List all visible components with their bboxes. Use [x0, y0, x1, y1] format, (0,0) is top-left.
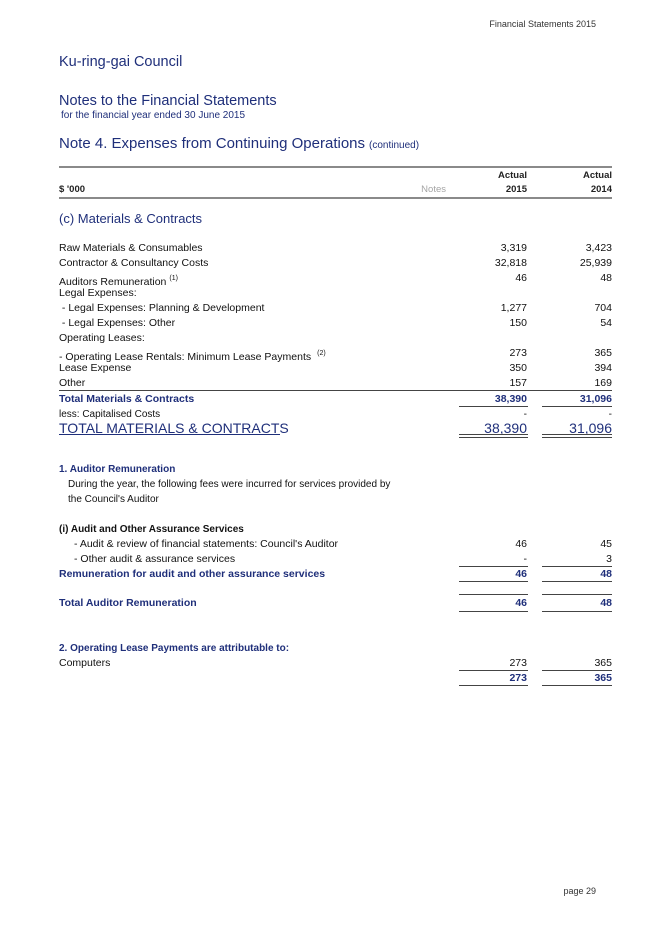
table-row: [0, 271, 656, 286]
row-value-2015: 273: [509, 347, 527, 359]
row-value-2015: 150: [509, 317, 527, 329]
auditor-total-rule-2014: [542, 594, 612, 595]
header-document-title: Financial Statements 2015: [489, 19, 596, 29]
total-materials-label: Total Materials & Contracts: [59, 393, 195, 405]
row-value-2014: 704: [594, 302, 612, 314]
grand-total-rule-2014-a: [542, 434, 612, 435]
less-capitalised-label: less: Capitalised Costs: [59, 409, 161, 420]
lease-total-2015: 273: [509, 672, 527, 684]
grand-total-2015: 38,390: [484, 420, 527, 436]
row-value-2014: 365: [594, 657, 612, 669]
header-rule-bottom: [59, 197, 612, 199]
row-label: - Other audit & assurance services: [74, 553, 236, 565]
table-row: [0, 301, 656, 316]
row-value-2015: 273: [509, 657, 527, 669]
row-label: Operating Leases:: [59, 332, 145, 344]
col-2014-year: 2014: [590, 184, 612, 195]
footnote-ref: (1): [169, 275, 178, 282]
table-row: [0, 286, 656, 301]
row-value-2015: -: [523, 553, 527, 565]
col-2014-label: Actual: [582, 170, 612, 181]
row-label: Other: [59, 377, 86, 389]
table-row: [0, 241, 656, 256]
row-value-2014: 54: [600, 317, 612, 329]
audit-subtotal-2014: 48: [600, 568, 612, 580]
note-continued: (continued): [369, 140, 420, 151]
table-row: [0, 256, 656, 271]
row-label: - Legal Expenses: Planning & Development: [59, 302, 265, 314]
grand-total-2014: 31,096: [569, 420, 612, 436]
col-2015-year: 2015: [505, 184, 527, 195]
subtotal-rule: [59, 390, 612, 391]
row-value-2014: 45: [600, 538, 612, 550]
audit-subtotal-under-2014: [542, 581, 612, 582]
notes-subtitle: for the financial year ended 30 June 2015: [61, 110, 246, 121]
table-row: [0, 361, 656, 376]
row-value-2014: 25,939: [579, 257, 612, 269]
total-materials-row: [0, 392, 656, 407]
row-value-2015: 46: [515, 538, 527, 550]
note-title: [59, 135, 419, 152]
auditor-heading: 1. Auditor Remuneration: [59, 464, 176, 475]
grand-total-rule-2015-a: [459, 434, 528, 435]
row-value-2015: 157: [509, 377, 527, 389]
row-value-2014: 3,423: [585, 242, 612, 254]
auditor-total-2015: 46: [515, 597, 527, 609]
lease-total-2014: 365: [594, 672, 612, 684]
less-capitalised-2014: -: [608, 409, 612, 420]
notes-column-label: Notes: [421, 184, 446, 195]
row-value-2015: 46: [515, 272, 527, 284]
auditor-total-row: [0, 596, 656, 611]
lease-total-under-2015: [459, 685, 528, 686]
row-value-2014: 394: [594, 362, 612, 374]
row-value-2015: 3,319: [500, 242, 527, 254]
audit-subtotal-under-2015: [459, 581, 528, 582]
row-value-2015: 32,818: [494, 257, 527, 269]
auditor-total-label: Total Auditor Remuneration: [59, 597, 197, 609]
row-label: - Operating Lease Rentals: Minimum Lease Payments $^{(2)}$: [59, 350, 326, 363]
row-value-2014: 48: [600, 272, 612, 284]
table-row: [0, 376, 656, 391]
grand-total-rule-2014-b: [542, 437, 612, 438]
grand-total-label: TOTAL MATERIALS & CONTRACTS: [59, 420, 289, 436]
col-2015-label: Actual: [497, 170, 527, 181]
notes-title: Notes to the Financial Statements: [59, 93, 277, 109]
total-materials-2015: 38,390: [494, 393, 527, 405]
note-title-text: Note 4. Expenses from Continuing Operations: [59, 135, 365, 152]
grand-total-rule-2015-b: [459, 437, 528, 438]
table-row: [0, 346, 656, 361]
page-number: page 29: [563, 886, 596, 896]
unit-label: $ '000: [59, 184, 86, 195]
audit-services-heading: (i) Audit and Other Assurance Services: [59, 524, 244, 535]
row-value-2014: 365: [594, 347, 612, 359]
council-name: Ku-ring-gai Council: [59, 54, 183, 70]
audit-subtotal-2015: 46: [515, 568, 527, 580]
total-materials-2014: 31,096: [579, 393, 612, 405]
row-label: Auditors Remuneration $^{(1)}$: [59, 275, 178, 288]
auditor-total-under-2014: [542, 611, 612, 612]
lease-heading: 2. Operating Lease Payments are attributable to:: [59, 643, 290, 654]
audit-subtotal-label: Remuneration for audit and other assurance services: [59, 568, 326, 580]
table-row: [0, 316, 656, 331]
row-value-2014: 3: [606, 553, 612, 565]
row-label: Raw Materials & Consumables: [59, 242, 203, 254]
auditor-total-under-2015: [459, 611, 528, 612]
table-row: [0, 656, 656, 671]
row-label: - Legal Expenses: Other: [59, 317, 176, 329]
table-row: [0, 537, 656, 552]
lease-total-under-2014: [542, 685, 612, 686]
less-capitalised-2015: -: [523, 409, 527, 420]
row-label: Computers: [59, 657, 111, 669]
lease-total-row: [0, 671, 656, 686]
table-row: [0, 552, 656, 567]
section-title: (c) Materials & Contracts: [59, 211, 203, 226]
auditor-total-rule-2015: [459, 594, 528, 595]
row-label: Contractor & Consultancy Costs: [59, 257, 209, 269]
audit-subtotal-row: [0, 567, 656, 582]
table-row: [0, 331, 656, 346]
grand-total-underline: [59, 434, 280, 435]
auditor-description-line2: the Council's Auditor: [68, 494, 159, 505]
row-label: Legal Expenses:: [59, 287, 137, 299]
row-label: - Audit & review of financial statements: Council's Auditor: [74, 538, 339, 550]
auditor-total-2014: 48: [600, 597, 612, 609]
row-value-2014: 169: [594, 377, 612, 389]
auditor-description: During the year, the following fees were incurred for services provided by: [68, 479, 391, 490]
row-label: Lease Expense: [59, 362, 132, 374]
header-rule-top: [59, 166, 612, 168]
footnote-ref: (2): [317, 350, 326, 357]
row-value-2015: 350: [509, 362, 527, 374]
row-value-2015: 1,277: [500, 302, 527, 314]
